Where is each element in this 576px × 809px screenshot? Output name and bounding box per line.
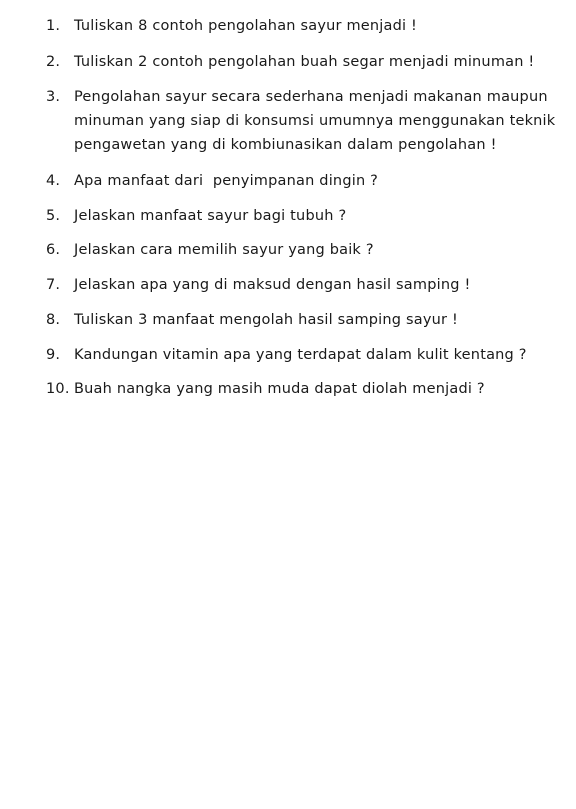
- question-number: 9.: [46, 347, 61, 363]
- question-item-1: [46, 14, 566, 38]
- question-text: Tuliskan 2 contoh pengolahan buah segar menjadi minuman !: [74, 54, 535, 70]
- question-text: Tuliskan 3 manfaat mengolah hasil samping sayur !: [74, 312, 459, 328]
- question-item-5: [46, 204, 566, 228]
- question-number: 2.: [46, 54, 61, 70]
- question-number: 3.: [46, 89, 61, 105]
- question-text: Buah nangka yang masih muda dapat diolah menjadi ?: [74, 381, 485, 397]
- question-item-4: [46, 169, 566, 193]
- question-item-7: [46, 273, 566, 297]
- question-number: 6.: [46, 242, 61, 258]
- question-number: 4.: [46, 173, 61, 189]
- question-item-9: [46, 343, 566, 367]
- question-text: Pengolahan sayur secara sederhana menjadi makanan maupun minuman yang siap di konsumsi umumnya menggunakan teknik pengawetan yang di kombiunasikan dalam pengolahan !: [74, 89, 561, 153]
- question-number: 7.: [46, 277, 61, 293]
- question-list: [46, 14, 566, 401]
- question-item-3: [46, 85, 566, 157]
- question-number: 5.: [46, 208, 61, 224]
- question-number: 8.: [46, 312, 61, 328]
- question-text: Jelaskan cara memilih sayur yang baik ?: [74, 242, 374, 258]
- question-text: Kandungan vitamin apa yang terdapat dalam kulit kentang ?: [74, 347, 527, 363]
- question-item-10: [46, 377, 566, 401]
- question-text: Jelaskan manfaat sayur bagi tubuh ?: [74, 208, 347, 224]
- question-number: 1.: [46, 18, 61, 34]
- question-number: 10.: [46, 381, 70, 397]
- question-text: Apa manfaat dari penyimpanan dingin ?: [74, 173, 379, 189]
- question-item-2: [46, 50, 566, 74]
- question-item-8: [46, 308, 566, 332]
- question-text: Jelaskan apa yang di maksud dengan hasil samping !: [74, 277, 471, 293]
- question-item-6: [46, 238, 566, 262]
- question-text: Tuliskan 8 contoh pengolahan sayur menjadi !: [74, 18, 418, 34]
